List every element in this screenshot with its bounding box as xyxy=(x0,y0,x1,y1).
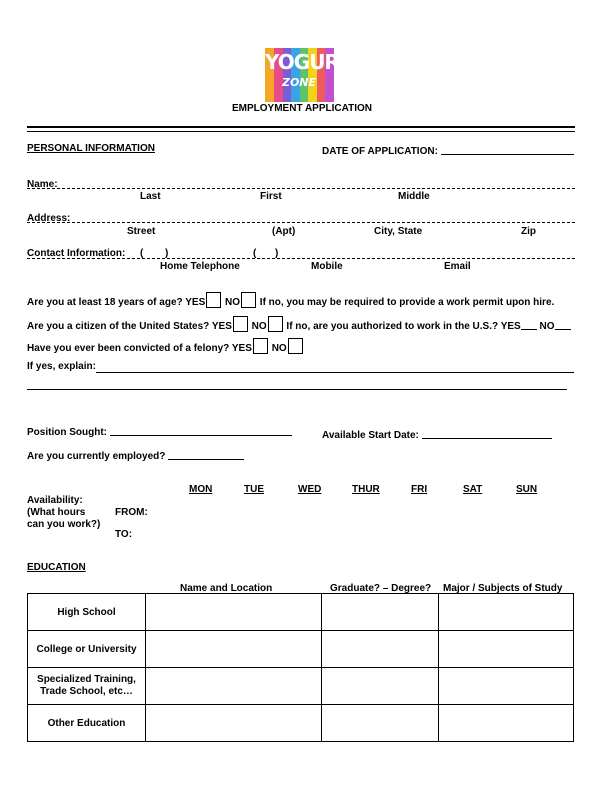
felony-question: Have you ever been convicted of a felony? YES xyxy=(27,343,252,354)
table-row xyxy=(28,631,574,668)
table-row xyxy=(28,594,574,631)
start-date-row xyxy=(322,430,552,441)
day-thur: THUR xyxy=(352,484,380,495)
age-note: If no, you may be required to provide a work permit upon hire. xyxy=(259,297,555,308)
address-field-line[interactable] xyxy=(27,222,575,223)
position-sought-label: Position Sought: xyxy=(27,427,107,438)
edu-major-cell[interactable] xyxy=(439,705,574,742)
address-sub-zip: Zip xyxy=(521,226,536,237)
start-date-label: Available Start Date: xyxy=(322,430,419,441)
edu-graduate-cell[interactable] xyxy=(322,594,439,631)
logo-word-yogurt: YOGURT xyxy=(265,50,351,74)
availability-label-line1: Availability: xyxy=(27,495,83,506)
home-area-code-open: ( xyxy=(140,248,144,259)
citizen-no-checkbox[interactable] xyxy=(268,316,283,332)
day-tue: TUE xyxy=(244,484,264,495)
explain-label: If yes, explain: xyxy=(27,361,96,372)
education-table xyxy=(27,593,574,742)
citizen-no-label: NO xyxy=(251,321,267,332)
employed-label: Are you currently employed? xyxy=(27,451,166,462)
edu-row-label: High School xyxy=(28,594,146,631)
availability-label-line2: (What hours xyxy=(27,507,86,518)
day-sun: SUN xyxy=(516,484,538,495)
contact-field-line[interactable] xyxy=(27,258,575,259)
explain-field-line-1[interactable] xyxy=(96,372,574,373)
authorized-yes-field[interactable] xyxy=(521,329,537,330)
position-sought-row xyxy=(27,427,292,438)
date-of-application-field[interactable] xyxy=(441,154,574,155)
felony-question-row xyxy=(27,338,304,354)
edu-graduate-cell[interactable] xyxy=(322,668,439,705)
title-rule-bottom xyxy=(27,131,575,132)
citizen-note: If no, are you authorized to work in the U.S.? YES xyxy=(286,321,521,332)
home-area-code-close: ) xyxy=(165,248,169,259)
explain-field-line-2[interactable] xyxy=(27,389,567,390)
mobile-area-code-open: ( xyxy=(253,248,257,259)
edu-name-location-cell[interactable] xyxy=(146,668,322,705)
age-no-label: NO xyxy=(225,297,241,308)
availability-to-label: TO: xyxy=(115,529,133,540)
form-title: EMPLOYMENT APPLICATION xyxy=(232,103,372,114)
day-fri: FRI xyxy=(411,484,428,495)
day-wed: WED xyxy=(298,484,322,495)
address-label: Address: xyxy=(27,213,71,224)
day-sat: SAT xyxy=(463,484,483,495)
name-sub-middle: Middle xyxy=(398,191,430,202)
edu-major-cell[interactable] xyxy=(439,668,574,705)
name-field-line[interactable] xyxy=(27,188,575,189)
felony-yes-checkbox[interactable] xyxy=(253,338,268,354)
address-sub-street: Street xyxy=(127,226,156,237)
felony-no-checkbox[interactable] xyxy=(288,338,303,354)
availability-from-label: FROM: xyxy=(115,507,148,518)
authorized-no-label: NO xyxy=(539,321,555,332)
citizen-question: Are you a citizen of the United States? YES xyxy=(27,321,232,332)
edu-name-location-cell[interactable] xyxy=(146,705,322,742)
logo-word-zone: ZONE xyxy=(281,76,317,89)
title-rule-top xyxy=(27,126,575,128)
address-sub-apt: (Apt) xyxy=(272,226,296,237)
edu-major-cell[interactable] xyxy=(439,631,574,668)
position-sought-field[interactable] xyxy=(110,435,292,436)
edu-graduate-cell[interactable] xyxy=(322,631,439,668)
edu-col-major-subjects: Major / Subjects of Study xyxy=(443,583,563,594)
day-mon: MON xyxy=(189,484,213,495)
age-question: Are you at least 18 years of age? YES xyxy=(27,297,206,308)
age-yes-checkbox[interactable] xyxy=(206,292,221,308)
edu-col-graduate-degree: Graduate? – Degree? xyxy=(330,583,432,594)
name-sub-last: Last xyxy=(140,191,161,202)
address-sub-city-state: City, State xyxy=(374,226,423,237)
education-heading: EDUCATION xyxy=(27,562,86,573)
edu-major-cell[interactable] xyxy=(439,594,574,631)
age-question-row xyxy=(27,292,554,308)
edu-name-location-cell[interactable] xyxy=(146,631,322,668)
availability-label xyxy=(27,495,100,531)
availability-label-line3: can you work?) xyxy=(27,519,101,530)
mobile-area-code-close: ) xyxy=(275,248,279,259)
edu-row-label: College or University xyxy=(28,631,146,668)
start-date-field[interactable] xyxy=(422,438,552,439)
table-row xyxy=(28,668,574,705)
name-sub-first: First xyxy=(260,191,282,202)
citizen-question-row xyxy=(27,316,571,332)
employed-row xyxy=(27,451,244,462)
age-no-checkbox[interactable] xyxy=(241,292,256,308)
edu-row-label: Specialized Training, Trade School, etc… xyxy=(28,668,146,705)
felony-no-label: NO xyxy=(271,343,287,354)
contact-sub-email: Email xyxy=(444,261,471,272)
edu-name-location-cell[interactable] xyxy=(146,594,322,631)
date-label-text: DATE OF APPLICATION: xyxy=(322,146,438,157)
date-of-application-label xyxy=(322,146,574,157)
employed-field[interactable] xyxy=(168,459,244,460)
citizen-yes-checkbox[interactable] xyxy=(233,316,248,332)
table-row xyxy=(28,705,574,742)
name-label: Name: xyxy=(27,179,58,190)
yogurt-zone-logo xyxy=(265,48,351,102)
edu-col-name-location: Name and Location xyxy=(180,583,273,594)
contact-label: Contact Information: xyxy=(27,248,126,259)
edu-row-label: Other Education xyxy=(28,705,146,742)
contact-sub-home: Home Telephone xyxy=(160,261,240,272)
authorized-no-field[interactable] xyxy=(555,329,571,330)
edu-graduate-cell[interactable] xyxy=(322,705,439,742)
personal-info-heading: PERSONAL INFORMATION xyxy=(27,143,155,154)
contact-sub-mobile: Mobile xyxy=(311,261,343,272)
